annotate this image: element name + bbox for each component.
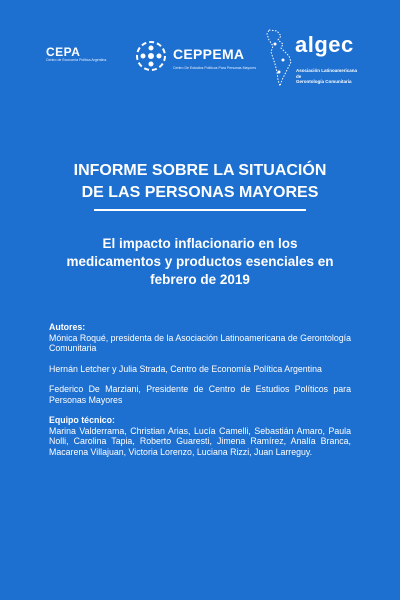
logo-bar	[0, 28, 400, 98]
americas-map-icon	[263, 28, 297, 88]
report-subtitle-line-1: El impacto inflacionario en los	[102, 236, 298, 251]
ceppema-logo-name: CEPPEMA	[173, 46, 245, 62]
cepa-logo-name: CEPA	[46, 45, 81, 59]
ceppema-logo	[133, 38, 263, 78]
algec-logo-name: algec	[295, 32, 354, 57]
report-title	[0, 160, 400, 204]
cepa-logo	[46, 46, 106, 63]
report-subtitle-line-2: medicamentos y productos esenciales en	[66, 254, 334, 269]
author-entry: Federico De Marziani, Presidente de Centro de Estudios Políticos para Personas Mayores	[49, 384, 351, 405]
team-heading: Equipo técnico:	[49, 415, 115, 425]
algec-subtitle-line-1: Asociación Latinoamericana de	[296, 68, 358, 79]
credits-section	[49, 322, 351, 457]
report-title-line-2: DE LAS PERSONAS MAYORES	[81, 184, 319, 201]
algec-logo-subtitle	[296, 68, 363, 85]
author-entry: Mónica Roqué, presidenta de la Asociación Latinoamericana de Gerontología Comunitaria	[49, 332, 351, 353]
cepa-logo-subtitle: Centro de Economía Política Argentina	[46, 58, 107, 62]
algec-subtitle-line-2: Gerontología Comunitaria	[296, 79, 352, 84]
report-subtitle-line-3: febrero de 2019	[150, 272, 250, 287]
team-members: Marina Valderrama, Christian Arias, Lucía Camelli, Sebastián Amaro, Paula Nolli, Carolina Tapia, Roberto Guaresti, Jimena Ramírez, Analía Branca, Macarena Villajuan, Victoria Lorenzo, Luciana Rizzi, Juan Larreguy.	[49, 425, 351, 457]
title-underline	[94, 209, 306, 211]
algec-logo	[263, 28, 363, 90]
author-entry: Hernán Letcher y Julia Strada, Centro de Economía Política Argentina	[49, 363, 322, 374]
ceppema-emblem-icon	[133, 38, 169, 74]
report-subtitle	[50, 235, 350, 289]
report-title-line-1: INFORME SOBRE LA SITUACIÓN	[73, 162, 327, 179]
ceppema-logo-subtitle: Centro De Estudios Políticos Para Personas Mayores	[173, 66, 257, 70]
authors-heading: Autores:	[49, 322, 86, 332]
